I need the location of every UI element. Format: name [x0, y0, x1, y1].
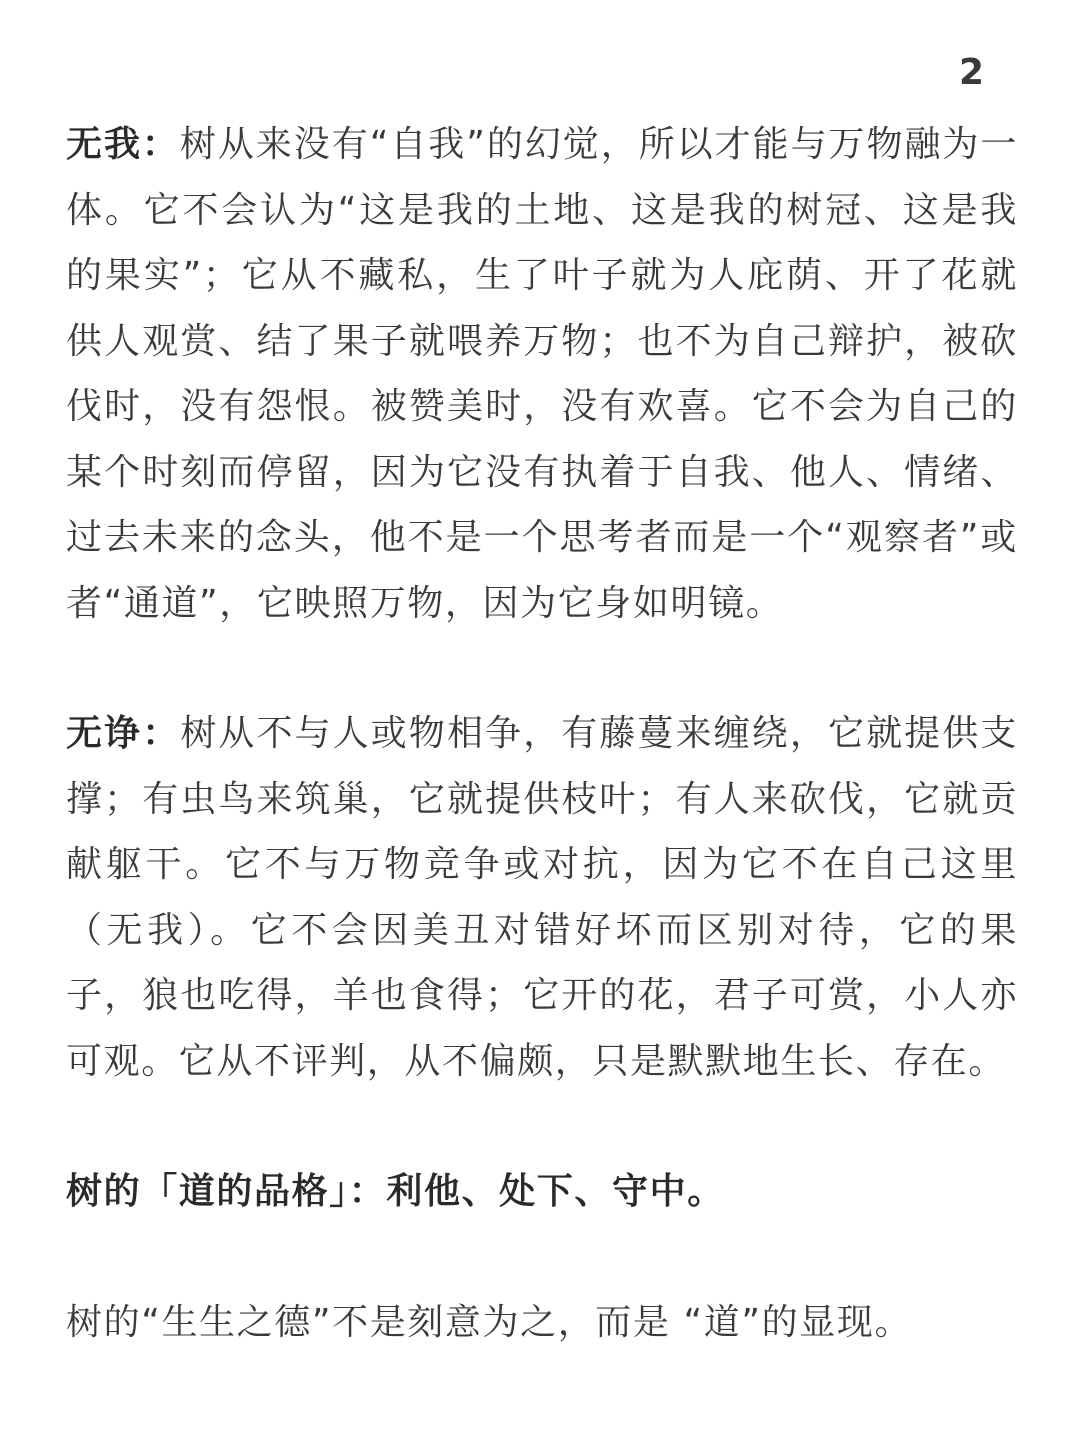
paragraph-wuzheng	[66, 701, 1018, 1094]
paragraph-label-wuwo: 无我：	[66, 124, 180, 165]
paragraph-label-wuzheng: 无诤：	[66, 713, 181, 754]
paragraph-gap	[66, 636, 1018, 701]
section-heading: 树的「道的品格」：利他、处下、守中。	[66, 1171, 725, 1212]
paragraph-text-wuwo: 树从来没有“自我”的幻觉，所以才能与万物融为一体。它不会认为“这是我的土地、这是我的树冠、这是我的果实”；它从不藏私，生了叶子就为人庇荫、开了花就供人观赏、结了果子就喂养万物；也不为自己辩护，被砍伐时，没有怨恨。被赞美时，没有欢喜。它不会为自己的某个时刻而停留，因为它没有执着于自我、他人、情绪、过去未来的念头，他不是一个思考者而是一个“观察者”或者“通道”，它映照万物，因为它身如明镜。	[66, 124, 1018, 624]
paragraph-gap	[66, 1094, 1018, 1159]
paragraph-text-wuzheng: 树从不与人或物相争，有藤蔓来缠绕，它就提供支撑；有虫鸟来筑巢，它就提供枝叶；有人来砍伐，它就贡献躯干。它不与万物竞争或对抗，因为它不在自己这里（无我）。它不会因美丑对错好坏而区别对待，它的果子，狼也吃得，羊也食得；它开的花，君子可赏，小人亦可观。它从不评判，从不偏颇，只是默默地生长、存在。	[66, 713, 1018, 1082]
article-body	[66, 112, 1018, 1355]
paragraph-wuwo	[66, 112, 1018, 636]
paragraph-gap	[66, 1225, 1018, 1290]
closing-paragraph: 树的“生生之德”不是刻意为之，而是 “道”的显现。	[66, 1301, 913, 1343]
page-number: 2	[958, 52, 984, 93]
